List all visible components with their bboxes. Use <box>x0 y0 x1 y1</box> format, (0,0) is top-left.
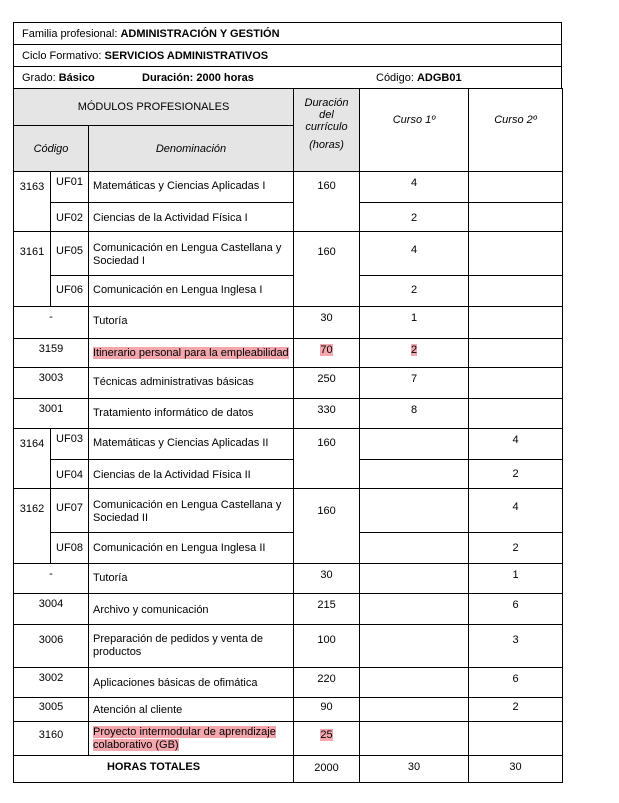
curso2-value <box>469 339 563 368</box>
module-name: Comunicación en Lengua Castellana y Sociedad II <box>89 489 294 533</box>
uf-code: UF03 <box>51 429 89 460</box>
curso2-value: 2 <box>469 533 563 564</box>
module-code: 3001 <box>14 399 89 429</box>
table-row <box>14 722 563 756</box>
uf-code: UF04 <box>51 460 89 489</box>
curso1-value <box>360 625 469 668</box>
duracion-header-line2: del <box>319 109 334 121</box>
module-name: Tutoría <box>89 564 294 594</box>
totals-label: HORAS TOTALES <box>14 756 294 783</box>
curso1-value: 2 <box>360 276 469 307</box>
codigo-label: Código: <box>376 72 414 84</box>
table-row <box>14 489 563 533</box>
table-row <box>14 307 563 339</box>
module-code: 3002 <box>14 668 89 698</box>
curso2-value: 3 <box>469 625 563 668</box>
modulos-header: MÓDULOS PROFESIONALES <box>14 89 294 126</box>
module-hours: 160 <box>294 489 360 564</box>
table-row <box>14 698 563 722</box>
curso2-value <box>469 307 563 339</box>
curso2-value <box>469 232 563 276</box>
grado-label: Grado: <box>22 72 56 84</box>
module-name-cell <box>89 339 294 368</box>
table-row <box>14 172 563 203</box>
curso1-value: 7 <box>360 368 469 399</box>
curso1-value: 4 <box>360 232 469 276</box>
table-row <box>14 668 563 698</box>
module-name: Comunicación en Lengua Inglesa II <box>89 533 294 564</box>
codigo-header: Código <box>14 126 89 172</box>
table-row <box>14 368 563 399</box>
curso2-value: 6 <box>469 594 563 625</box>
curso1-value: 2 <box>410 344 418 356</box>
module-name: Comunicación en Lengua Inglesa I <box>89 276 294 307</box>
module-hours: 215 <box>294 594 360 625</box>
table-row <box>14 594 563 625</box>
curso1-value <box>360 533 469 564</box>
table-row <box>14 399 563 429</box>
table-row <box>14 460 563 489</box>
duracion-header <box>294 89 360 172</box>
module-hours: 30 <box>294 564 360 594</box>
uf-code: UF02 <box>51 203 89 232</box>
module-name: Tutoría <box>89 307 294 339</box>
totals-hours: 2000 <box>294 756 360 783</box>
curso2-value <box>469 276 563 307</box>
curso1-value <box>360 722 469 756</box>
curso1-value <box>360 698 469 722</box>
ciclo-label: Ciclo Formativo: <box>22 50 102 62</box>
module-hours: 160 <box>294 172 360 232</box>
grado-row <box>13 66 562 88</box>
curso2-value <box>469 399 563 429</box>
module-code: 3004 <box>14 594 89 625</box>
module-name: Tratamiento informático de datos <box>89 399 294 429</box>
module-hours: 70 <box>320 344 333 356</box>
module-name: Comunicación en Lengua Castellana y Sociedad I <box>89 232 294 276</box>
module-name: Aplicaciones básicas de ofimática <box>89 668 294 698</box>
curso2-value: 4 <box>469 429 563 460</box>
module-name: Ciencias de la Actividad Física II <box>89 460 294 489</box>
uf-code: UF05 <box>51 232 89 276</box>
duracion-header-line1: Duración <box>304 97 349 109</box>
curso2-value <box>469 722 563 756</box>
codigo-cell <box>368 67 561 88</box>
module-name: Archivo y comunicación <box>89 594 294 625</box>
table-row <box>14 339 563 368</box>
table-row <box>14 276 563 307</box>
curso2-value <box>469 368 563 399</box>
module-code: - <box>14 564 89 594</box>
grado-value: Básico <box>58 72 95 84</box>
modules-table <box>13 88 563 783</box>
module-name: Preparación de pedidos y venta de productos <box>89 625 294 668</box>
module-name: Proyecto intermodular de aprendizaje colaborativo (GB) <box>93 726 276 751</box>
module-hours-cell <box>294 339 360 368</box>
module-hours: 160 <box>294 429 360 489</box>
totals-row <box>14 756 563 783</box>
table-row <box>14 625 563 668</box>
curso2-value: 4 <box>469 489 563 533</box>
familia-value: ADMINISTRACIÓN Y GESTIÓN <box>120 28 280 40</box>
duracion-value: 2000 horas <box>196 72 254 84</box>
uf-code: UF06 <box>51 276 89 307</box>
duracion-header-line4: (horas) <box>309 139 344 151</box>
curso2-value: 2 <box>469 698 563 722</box>
curso1-header: Curso 1º <box>360 89 469 172</box>
module-code: 3160 <box>14 722 89 756</box>
denominacion-header: Denominación <box>89 126 294 172</box>
duracion-header-line3: currículo <box>305 121 348 133</box>
ciclo-row <box>13 44 562 66</box>
module-hours: 330 <box>294 399 360 429</box>
module-hours: 100 <box>294 625 360 668</box>
curso1-value <box>360 489 469 533</box>
familia-label: Familia profesional: <box>22 28 118 40</box>
curso1-value: 8 <box>360 399 469 429</box>
curso1-value: 1 <box>360 307 469 339</box>
module-hours: 30 <box>294 307 360 339</box>
table-row <box>14 564 563 594</box>
module-hours: 25 <box>320 729 333 741</box>
module-name: Técnicas administrativas básicas <box>89 368 294 399</box>
module-name: Matemáticas y Ciencias Aplicadas I <box>89 172 294 203</box>
module-name: Ciencias de la Actividad Física I <box>89 203 294 232</box>
totals-curso2: 30 <box>469 756 563 783</box>
table-row <box>14 533 563 564</box>
module-name-cell <box>89 722 294 756</box>
module-name: Itinerario personal para la empleabilidad <box>93 347 289 359</box>
curso2-value <box>469 203 563 232</box>
uf-code: UF07 <box>51 489 89 533</box>
curso1-value <box>360 460 469 489</box>
table-row <box>14 203 563 232</box>
table-row <box>14 429 563 460</box>
module-code: - <box>14 307 89 339</box>
module-code: 3162 <box>14 489 51 564</box>
module-hours: 220 <box>294 668 360 698</box>
duracion-label: Duración: <box>142 72 194 84</box>
module-hours-cell <box>294 722 360 756</box>
uf-code: UF01 <box>51 172 89 203</box>
module-code: 3161 <box>14 232 51 307</box>
ciclo-value: SERVICIOS ADMINISTRATIVOS <box>104 50 269 62</box>
codigo-value: ADGB01 <box>416 72 462 84</box>
curso1-value <box>360 668 469 698</box>
module-code: 3159 <box>14 339 89 368</box>
curso2-value: 1 <box>469 564 563 594</box>
curso2-value: 2 <box>469 460 563 489</box>
curso2-value <box>469 172 563 203</box>
module-hours: 160 <box>294 232 360 307</box>
curriculum-document <box>13 22 562 783</box>
curso1-value <box>360 429 469 460</box>
curso1-cell <box>360 339 469 368</box>
module-name: Matemáticas y Ciencias Aplicadas II <box>89 429 294 460</box>
familia-row <box>13 22 562 44</box>
module-code: 3163 <box>14 172 51 232</box>
curso2-header: Curso 2º <box>469 89 563 172</box>
duracion-cell <box>134 67 368 88</box>
module-hours: 90 <box>294 698 360 722</box>
curso2-value: 6 <box>469 668 563 698</box>
module-code: 3005 <box>14 698 89 722</box>
curso1-value <box>360 564 469 594</box>
module-name: Atención al cliente <box>89 698 294 722</box>
module-code: 3006 <box>14 625 89 668</box>
curso1-value: 4 <box>360 172 469 203</box>
curso1-value <box>360 594 469 625</box>
curso1-value: 2 <box>360 203 469 232</box>
table-row <box>14 232 563 276</box>
uf-code: UF08 <box>51 533 89 564</box>
module-code: 3164 <box>14 429 51 489</box>
grado-cell <box>14 67 134 88</box>
module-hours: 250 <box>294 368 360 399</box>
totals-curso1: 30 <box>360 756 469 783</box>
module-code: 3003 <box>14 368 89 399</box>
